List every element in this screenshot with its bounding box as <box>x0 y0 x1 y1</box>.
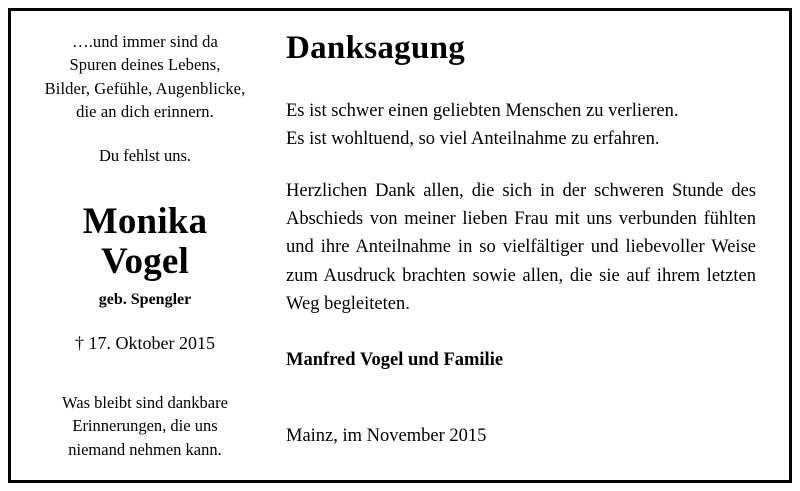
verse-top-line: die an dich erinnern. <box>76 102 214 122</box>
verse-top-line: Spuren deines Lebens, <box>69 55 221 75</box>
paragraph-line: Es ist schwer einen geliebten Menschen zu verlieren. <box>286 101 679 121</box>
signature: Manfred Vogel und Familie <box>286 349 504 370</box>
verse-top-line: ….und immer sind da <box>72 32 218 51</box>
verse-bottom-line: niemand nehmen kann. <box>68 439 222 459</box>
deceased-name <box>14 202 276 282</box>
missing-line: Du fehlst uns. <box>98 145 192 165</box>
left-column <box>14 14 276 477</box>
verse-bottom-line: Erinnerungen, die uns <box>72 416 218 436</box>
deceased-first-name: Monika <box>82 200 208 242</box>
verse-top-line: Bilder, Gefühle, Augenblicke, <box>44 78 246 98</box>
right-column <box>286 14 778 477</box>
paragraph-condolence-intro <box>286 97 778 153</box>
death-date: † 17. Oktober 2015 <box>75 332 215 353</box>
verse-bottom <box>14 391 276 461</box>
verse-bottom-line: Was bleibt sind dankbare <box>62 392 228 412</box>
maiden-name: geb. Spengler <box>98 290 192 308</box>
place-and-date: Mainz, im November 2015 <box>286 425 487 446</box>
paragraph-line: Es ist wohltuend, so viel Anteilnahme zu erfahren. <box>286 129 660 150</box>
page-title: Danksagung <box>286 30 466 66</box>
verse-top <box>14 30 276 124</box>
paragraph-thanks: Herzlichen Dank allen, die sich in der schweren Stunde des Abschieds von meiner lieben Frau mit uns verbunden fühlten und ihre Anteilnahme in so vielfältiger und liebevoller Weise zum Ausdruck brachten sowie allen, die sie auf ihrem letzten Weg begleiteten. <box>286 181 756 314</box>
deceased-last-name: Vogel <box>100 240 190 282</box>
